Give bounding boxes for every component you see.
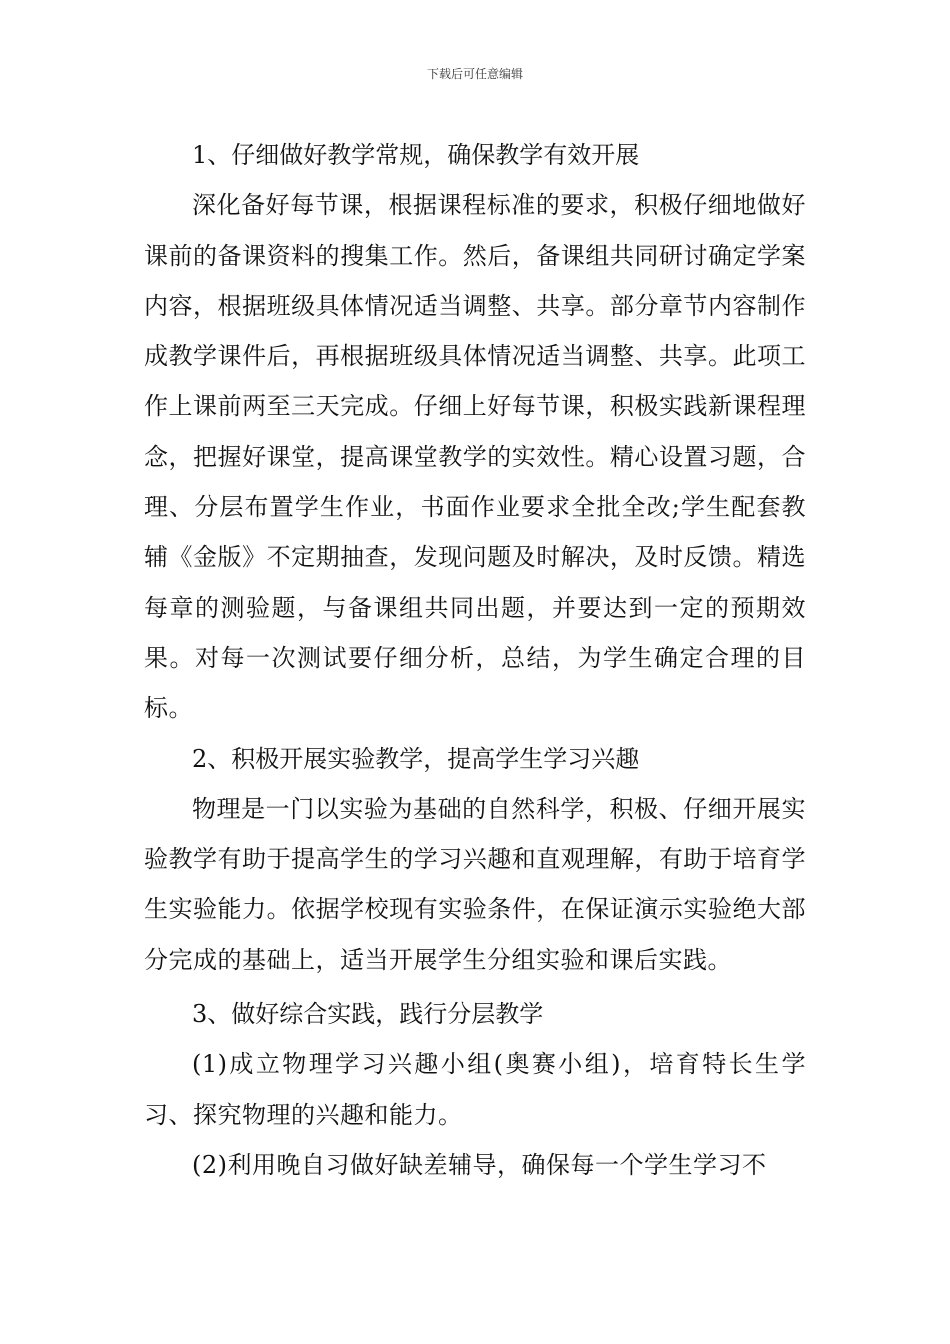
list-item-2: (2)利用晚自习做好缺差辅导，确保每一个学生学习不: [192, 1150, 767, 1179]
list-item-1: (1)成立物理学习兴趣小组(奥赛小组)，培育特长生学习、探究物理的兴趣和能力。: [144, 1050, 806, 1129]
paragraph-2: 物理是一门以实验为基础的自然科学，积极、仔细开展实验教学有助于提高学生的学习兴趣和直观理解，有助于培育学生实验能力。依据学校现有实验条件，在保证演示实验绝大部分完成的基础上，适当开展学生分组实验和课后实践。: [144, 794, 806, 974]
section-heading-1: 1、仔细做好教学常规，确保教学有效开展: [192, 141, 640, 169]
paragraph-1: 深化备好每节课，根据课程标准的要求，积极仔细地做好课前的备课资料的搜集工作。然后，备课组共同研讨确定学案内容，根据班级具体情况适当调整、共享。部分章节内容制作成教学课件后，再根据班级具体情况适当调整、共享。此项工作上课前两至三天完成。仔细上好每节课，积极实践新课程理念，把握好课堂，提高课堂教学的实效性。精心设置习题，合理、分层布置学生作业，书面作业要求全批全改;学生配套教辅《金版》不定期抽查，发现问题及时解决，及时反馈。精选每章的测验题，与备课组共同出题，并要达到一定的预期效果。对每一次测试要仔细分析，总结，为学生确定合理的目标。: [144, 191, 806, 723]
page-header-note: 下载后可任意编辑: [426, 67, 523, 81]
section-heading-2: 2、积极开展实验教学，提高学生学习兴趣: [192, 744, 640, 773]
section-heading-3: 3、做好综合实践，践行分层教学: [192, 1000, 544, 1029]
document-body: [144, 130, 806, 1190]
